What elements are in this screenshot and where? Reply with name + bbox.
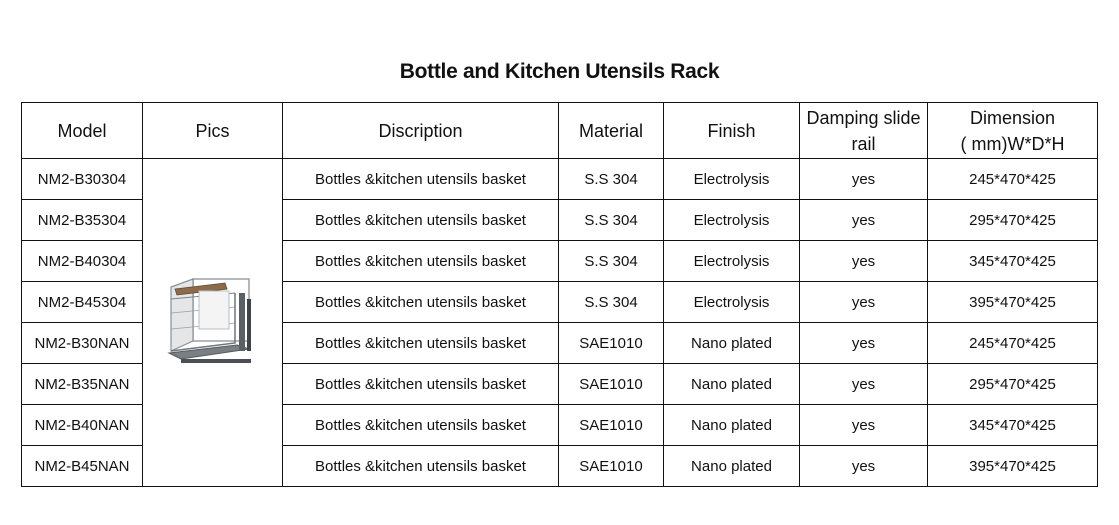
header-finish: Finish [664, 103, 800, 159]
page-title: Bottle and Kitchen Utensils Rack [399, 60, 720, 83]
cell-description: Bottles &kitchen utensils basket [283, 282, 559, 323]
cell-finish: Electrolysis [664, 200, 800, 241]
cell-dimension: 395*470*425 [928, 446, 1098, 487]
header-dimension-line1: Dimension [969, 107, 1056, 128]
cell-damping: yes [800, 159, 928, 200]
cell-damping: yes [800, 446, 928, 487]
cell-dimension: 245*470*425 [928, 159, 1098, 200]
cell-material: SAE1010 [559, 323, 664, 364]
header-damping-line1: Damping slide [806, 107, 921, 128]
cell-finish: Nano plated [664, 323, 800, 364]
cell-damping: yes [800, 241, 928, 282]
cell-damping: yes [800, 364, 928, 405]
cell-description: Bottles &kitchen utensils basket [283, 364, 559, 405]
table-row [22, 159, 1098, 200]
header-damping-line2: rail [851, 133, 876, 154]
cell-dimension: 295*470*425 [928, 200, 1098, 241]
cell-material: S.S 304 [559, 241, 664, 282]
cell-description: Bottles &kitchen utensils basket [283, 159, 559, 200]
cell-model: NM2-B45304 [22, 282, 143, 323]
cell-finish: Electrolysis [664, 241, 800, 282]
cell-model: NM2-B35304 [22, 200, 143, 241]
header-description: Discription [283, 103, 559, 159]
cell-finish: Electrolysis [664, 159, 800, 200]
cell-dimension: 345*470*425 [928, 405, 1098, 446]
cell-finish: Nano plated [664, 364, 800, 405]
cell-model: NM2-B45NAN [22, 446, 143, 487]
cell-material: SAE1010 [559, 405, 664, 446]
cell-material: SAE1010 [559, 446, 664, 487]
cell-material: S.S 304 [559, 200, 664, 241]
cell-description: Bottles &kitchen utensils basket [283, 200, 559, 241]
cell-dimension: 345*470*425 [928, 241, 1098, 282]
cell-description: Bottles &kitchen utensils basket [283, 323, 559, 364]
cell-dimension: 245*470*425 [928, 323, 1098, 364]
cell-damping: yes [800, 282, 928, 323]
header-dimension [928, 103, 1098, 159]
cell-damping: yes [800, 405, 928, 446]
cell-model: NM2-B40304 [22, 241, 143, 282]
header-damping [800, 103, 928, 159]
cell-model: NM2-B30NAN [22, 323, 143, 364]
cell-finish: Nano plated [664, 446, 800, 487]
header-material: Material [559, 103, 664, 159]
header-dimension-line2: ( mm)W*D*H [960, 133, 1065, 154]
cell-description: Bottles &kitchen utensils basket [283, 241, 559, 282]
product-image-cell [143, 159, 283, 487]
cell-finish: Electrolysis [664, 282, 800, 323]
product-spec-table [21, 102, 1098, 487]
cell-model: NM2-B35NAN [22, 364, 143, 405]
cell-description: Bottles &kitchen utensils basket [283, 405, 559, 446]
cell-model: NM2-B40NAN [22, 405, 143, 446]
cell-material: SAE1010 [559, 364, 664, 405]
cell-finish: Nano plated [664, 405, 800, 446]
cell-material: S.S 304 [559, 282, 664, 323]
cell-damping: yes [800, 323, 928, 364]
cell-description: Bottles &kitchen utensils basket [283, 446, 559, 487]
pull-out-basket-rack-photo [165, 273, 261, 373]
cell-material: S.S 304 [559, 159, 664, 200]
table-header-row [22, 103, 1098, 159]
header-pics: Pics [143, 103, 283, 159]
cell-damping: yes [800, 200, 928, 241]
cell-dimension: 295*470*425 [928, 364, 1098, 405]
header-model: Model [22, 103, 143, 159]
cell-model: NM2-B30304 [22, 159, 143, 200]
cell-dimension: 395*470*425 [928, 282, 1098, 323]
